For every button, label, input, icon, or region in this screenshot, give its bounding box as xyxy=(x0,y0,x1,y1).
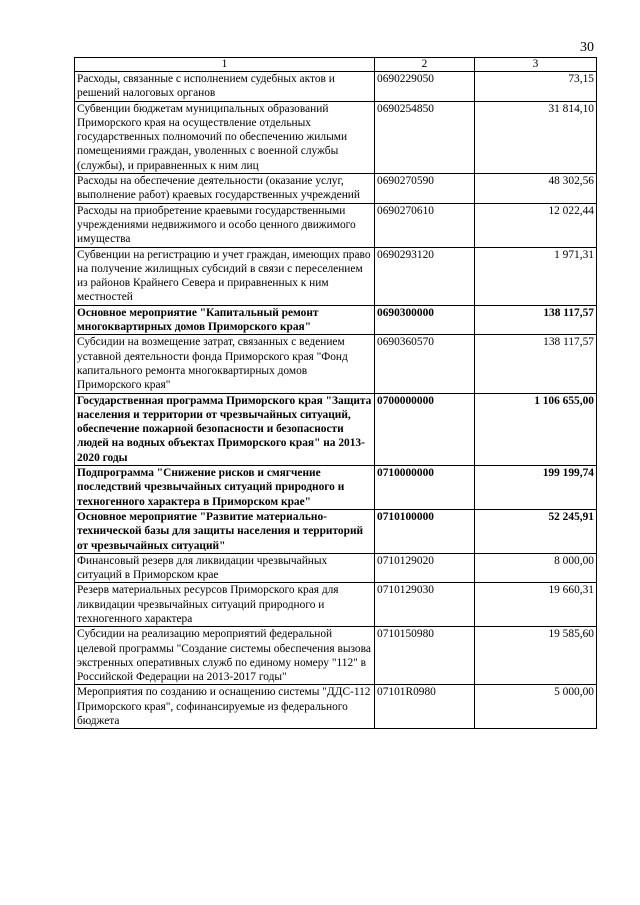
row-code-cell: 0690293120 xyxy=(375,247,475,305)
row-name-cell: Финансовый резерв для ликвидации чрезвычайных ситуаций в Приморском крае xyxy=(75,553,375,583)
table-row xyxy=(75,509,597,553)
row-amount-cell: 48 302,56 xyxy=(475,174,597,204)
row-name-cell: Субвенции бюджетам муниципальных образований Приморского края на осуществление отдельных государственных полномочий по обеспечению жилыми помещениями граждан, уволенных с военной службы (службы), и приравненных к ним лиц xyxy=(75,101,375,173)
table-row xyxy=(75,247,597,305)
row-name-cell: Расходы на обеспечение деятельности (оказание услуг, выполнение работ) краевых государственных учреждений xyxy=(75,174,375,204)
row-name-cell: Расходы, связанные с исполнением судебных актов и решений налоговых органов xyxy=(75,72,375,102)
row-code-cell: 0690270610 xyxy=(375,203,475,247)
row-amount-cell: 19 585,60 xyxy=(475,627,597,685)
row-amount-cell: 1 106 655,00 xyxy=(475,393,597,465)
row-code-cell: 0710129020 xyxy=(375,553,475,583)
table-row xyxy=(75,393,597,465)
row-name-cell: Субвенции на регистрацию и учет граждан, имеющих право на получение жилищных субсидий в связи с переселением из районов Крайнего Севера и приравненных к ним местностей xyxy=(75,247,375,305)
row-code-cell: 0690254850 xyxy=(375,101,475,173)
row-code-cell: 0690229050 xyxy=(375,72,475,102)
table-row xyxy=(75,72,597,102)
row-name-cell: Субсидии на возмещение затрат, связанных с ведением уставной деятельности фонда Приморского края "Фонд капитального ремонта многоквартирных домов Приморского края" xyxy=(75,335,375,393)
row-code-cell: 0700000000 xyxy=(375,393,475,465)
row-code-cell: 0710100000 xyxy=(375,509,475,553)
row-amount-cell: 31 814,10 xyxy=(475,101,597,173)
table-row xyxy=(75,583,597,627)
row-amount-cell: 138 117,57 xyxy=(475,335,597,393)
row-name-cell: Субсидии на реализацию мероприятий федеральной целевой программы "Создание системы обеспечения вызова экстренных оперативных служб по единому номеру "112" в Российской Федерации на 2013-2017 годы" xyxy=(75,627,375,685)
row-amount-cell: 12 022,44 xyxy=(475,203,597,247)
table-row xyxy=(75,627,597,685)
row-amount-cell: 5 000,00 xyxy=(475,685,597,729)
table-row xyxy=(75,203,597,247)
row-name-cell: Мероприятия по созданию и оснащению системы "ДДС-112 Приморского края", софинансируемые из федерального бюджета xyxy=(75,685,375,729)
row-code-cell: 0690360570 xyxy=(375,335,475,393)
row-name-cell: Государственная программа Приморского края "Защита населения и территории от чрезвычайных ситуаций, обеспечение пожарной безопасности и безопасности людей на водных объектах Приморского края" на 2013-2020 годы xyxy=(75,393,375,465)
row-amount-cell: 19 660,31 xyxy=(475,583,597,627)
table-row xyxy=(75,466,597,510)
header-row xyxy=(75,58,597,72)
table-row xyxy=(75,553,597,583)
row-code-cell: 0690270590 xyxy=(375,174,475,204)
row-code-cell: 0710129030 xyxy=(375,583,475,627)
row-name-cell: Резерв материальных ресурсов Приморского края для ликвидации чрезвычайных ситуаций природного и техногенного характера xyxy=(75,583,375,627)
row-code-cell: 0690300000 xyxy=(375,305,475,335)
row-code-cell: 0710150980 xyxy=(375,627,475,685)
row-amount-cell: 73,15 xyxy=(475,72,597,102)
table-row xyxy=(75,174,597,204)
page-number: 30 xyxy=(580,40,594,55)
table-row xyxy=(75,685,597,729)
row-name-cell: Подпрограмма "Снижение рисков и смягчение последствий чрезвычайных ситуаций природного и техногенного характера в Приморском крае" xyxy=(75,466,375,510)
row-name-cell: Основное мероприятие "Развитие материально-технической базы для защиты населения и территорий от чрезвычайных ситуаций" xyxy=(75,509,375,553)
row-name-cell: Основное мероприятие "Капитальный ремонт многоквартирных домов Приморского края" xyxy=(75,305,375,335)
header-col-1: 1 xyxy=(75,58,375,72)
table-row xyxy=(75,335,597,393)
header-col-3: 3 xyxy=(475,58,597,72)
row-code-cell: 0710000000 xyxy=(375,466,475,510)
row-amount-cell: 199 199,74 xyxy=(475,466,597,510)
row-amount-cell: 8 000,00 xyxy=(475,553,597,583)
row-amount-cell: 138 117,57 xyxy=(475,305,597,335)
table-row xyxy=(75,101,597,173)
row-amount-cell: 52 245,91 xyxy=(475,509,597,553)
row-name-cell: Расходы на приобретение краевыми государственными учреждениями недвижимого и особо ценного движимого имущества xyxy=(75,203,375,247)
header-col-2: 2 xyxy=(375,58,475,72)
budget-table xyxy=(74,57,597,729)
row-amount-cell: 1 971,31 xyxy=(475,247,597,305)
table-row xyxy=(75,305,597,335)
row-code-cell: 07101R0980 xyxy=(375,685,475,729)
